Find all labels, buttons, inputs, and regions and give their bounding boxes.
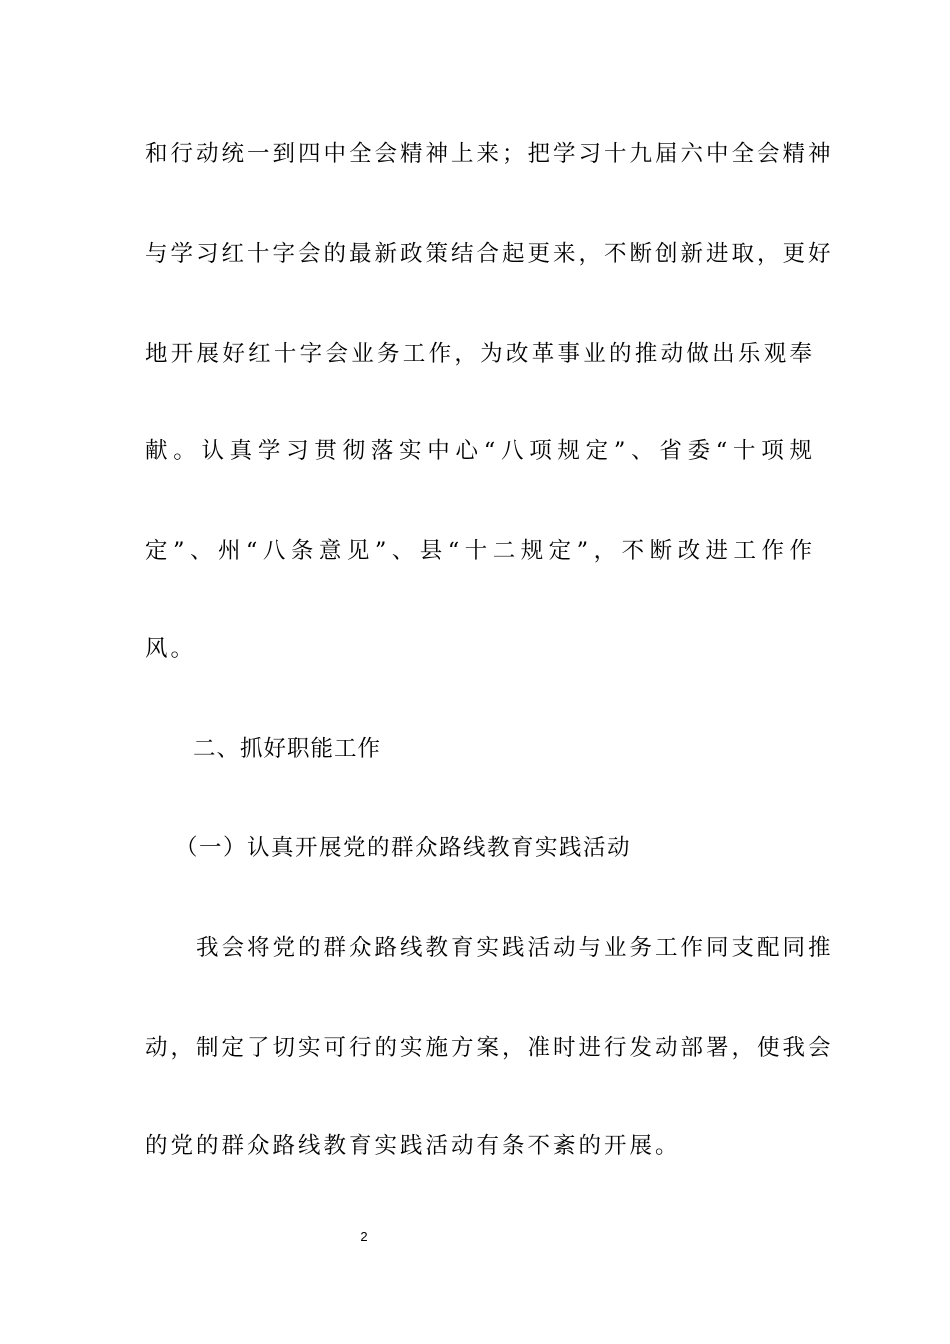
text-line-4: 献。认真学习贯彻落实中心“八项规定”、省委“十项规 <box>145 438 815 464</box>
text-line-2: 与学习红十字会的最新政策结合起更来，不断创新进取，更好 <box>145 241 834 267</box>
text-line-6: 风。 <box>145 636 197 662</box>
paragraph-line-1: 我会将党的群众路线教育实践活动与业务工作同支配同推 <box>196 935 834 961</box>
text-line-5: 定”、州“八条意见”、县“十二规定”，不断改进工作作 <box>145 538 815 564</box>
paragraph-line-2: 动，制定了切实可行的实施方案，准时进行发动部署，使我会 <box>145 1035 834 1061</box>
text-line-1: 和行动统一到四中全会精神上来；把学习十九届六中全会精神 <box>145 141 834 167</box>
section-heading: 二、抓好职能工作 <box>193 736 382 762</box>
paragraph-line-3: 的党的群众路线教育实践活动有条不紊的开展。 <box>145 1133 681 1159</box>
page-number: 2 <box>360 1229 368 1244</box>
subsection-heading: （一）认真开展党的群众路线教育实践活动 <box>175 835 632 861</box>
text-line-3: 地开展好红十字会业务工作，为改革事业的推动做出乐观奉 <box>145 341 815 367</box>
